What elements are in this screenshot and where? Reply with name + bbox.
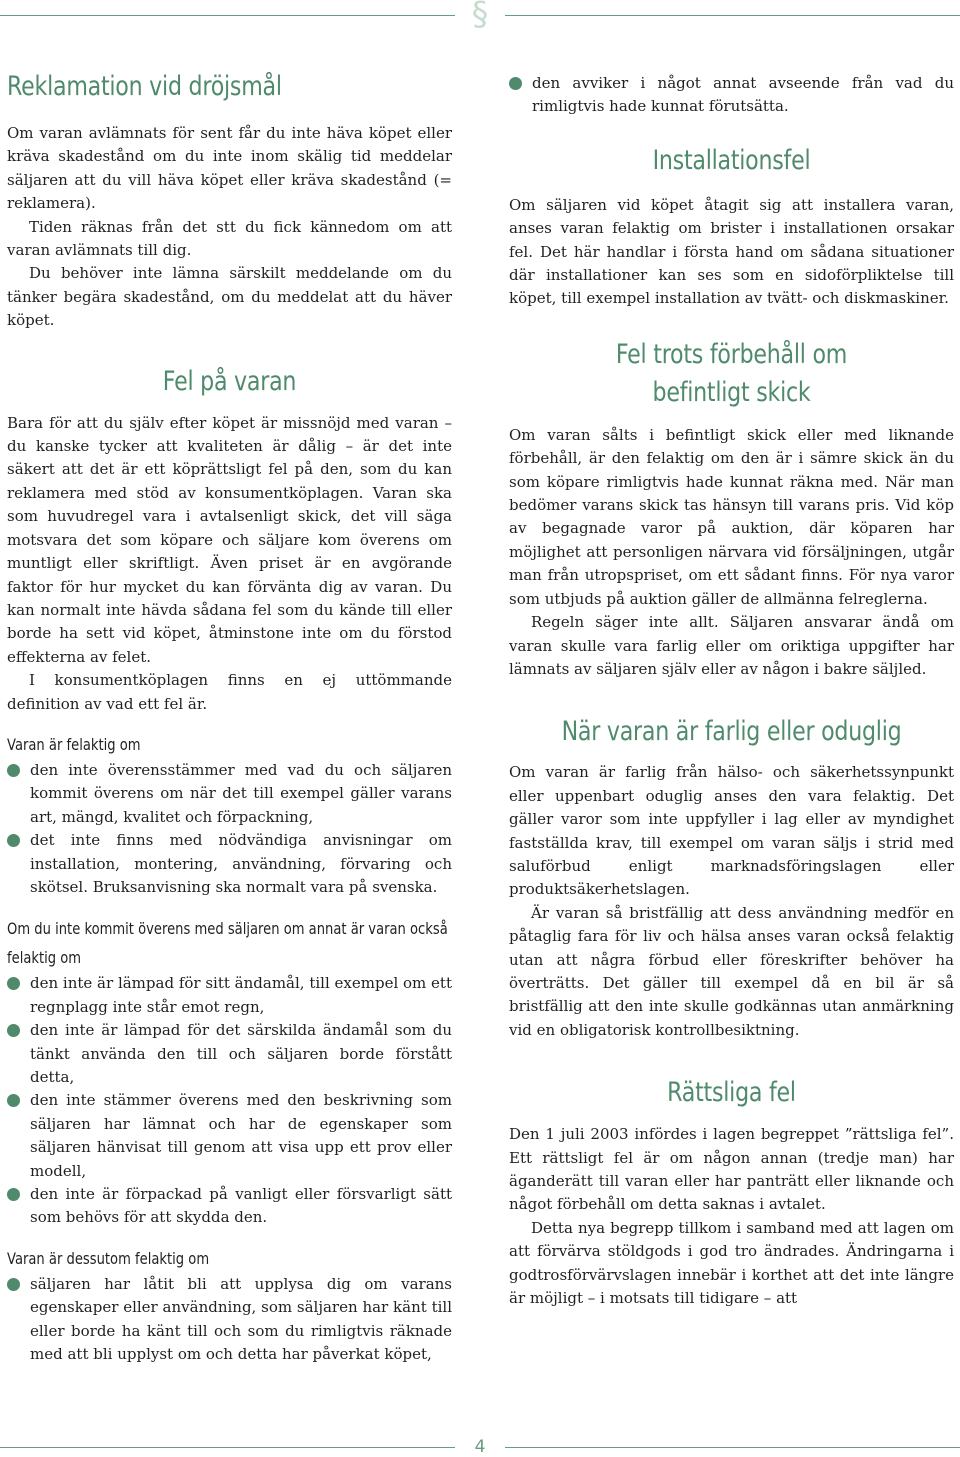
page-number: 4	[474, 1437, 486, 1457]
footer-rule-left	[0, 1447, 455, 1448]
paragraph-forbehall-2: Regeln säger inte allt. Säljaren ansvarar ändå om varan skulle vara farlig eller om oriktiga uppgifter har lämnats av säljaren själv eller av någon i bakre säljled.	[509, 613, 954, 678]
heading-farlig: När varan är farlig eller oduglig	[561, 716, 902, 748]
bullet-icon	[7, 764, 20, 777]
list-item: den inte är förpackad på vanligt eller försvarligt sätt som behövs för att skydda den.	[7, 1183, 452, 1230]
paragraph-reklamation-2: Tiden räknas från det stt du fick kännedom om att varan avlämnats till dig.	[7, 217, 452, 260]
bullet-icon	[7, 977, 20, 990]
list-item: den avviker i något annat avseende från vad du rimligtvis hade kunnat förutsätta.	[509, 72, 954, 119]
section-symbol: §	[471, 0, 489, 33]
footer-rule-right	[505, 1447, 960, 1448]
paragraph-reklamation-3: Du behöver inte lämna särskilt meddelande om du tänker begära skadestånd, om du meddelat att du häver köpet.	[7, 264, 452, 330]
list-annat	[7, 972, 452, 1229]
paragraph-fel-1: Bara för att du själv efter köpet är missnöjd med varan – du kanske tycker att kvaliteten är dålig – är det inte säkert att det är ett köprättsligt fel på den, som du kan reklamera med stöd av konsumentköplagen. Varan ska som huvudregel vara i avtalsenligt skick, det vill säga motsvara det som köpare och säljare kom överens om muntligt eller skriftligt. Även priset är en avgörande faktor för hur mycket du kan förvänta dig av varan. Du kan normalt inte hävda sådana fel som du kände till eller borde ha sett vid köpet, åtminstone inte om du förstod effekterna av felet.	[7, 413, 452, 666]
paragraph-rattsliga-2: Detta nya begrepp tillkom i samband med att lagen om att förvärva stöldgods i god tro ändrades. Ändringarna i godtrosförvärvslagen innebär i korthet att det inte längre är möjligt – i motsats till tidigare – att	[509, 1218, 954, 1308]
paragraph-farlig-1: Om varan är farlig från hälso- och säkerhetssynpunkt eller uppenbart oduglig anses den vara felaktig. Det gäller varor som inte uppfyller i lag eller av myndighet fastställda krav, till exempel om varan säljs i strid med saluförbud enligt marknadsföringslagen eller produktsäkerhetslagen.	[509, 763, 954, 899]
paragraph-installation-1: Om säljaren vid köpet åtagit sig att installera varan, anses varan felaktig om brister i installationen orsakar fel. Det här handlar i första hand om sådana situationer där installationer kan ses som en sidoförpliktelse till köpet, till exempel installation av tvätt- och diskmaskiner.	[509, 195, 954, 308]
bullet-icon	[509, 77, 522, 90]
heading-rattsliga-fel: Rättsliga fel	[667, 1077, 796, 1109]
subheading-annat: Om du inte kommit överens med säljaren om annat är varan också felaktig om	[7, 919, 448, 968]
heading-fel-pa-varan: Fel på varan	[162, 365, 297, 397]
bullet-icon	[7, 1094, 20, 1107]
list-continued	[509, 72, 954, 119]
paragraph-farlig-2: Är varan så bristfällig att dess användning medför en påtaglig fara för liv och hälsa anses varan också felaktig utan att några förbud eller föreskrifter behöver ha överträtts. Det gäller till exempel då en bil är så bristfällig att den inte skulle godkännas utan anmärkning vid en obligatorisk kontrollbesiktning.	[509, 903, 954, 1039]
list-dessutom	[7, 1273, 452, 1367]
list-felaktig	[7, 759, 452, 899]
subheading-dessutom: Varan är dessutom felaktig om	[7, 1248, 210, 1268]
heading-forbehall-line1: Fel trots förbehåll om	[615, 338, 848, 370]
right-column	[509, 0, 954, 1310]
list-item: säljaren har låtit bli att upplysa dig om varans egenskaper eller användning, som säljaren har känt till eller borde ha känt till och som du rimligtvis räknade med att bli upplyst om och detta har påverkat köpet,	[7, 1273, 452, 1367]
paragraph-forbehall-1: Om varan sålts i befintligt skick eller med liknande förbehåll, är den felaktig om den är i sämre skick än du som köpare rimligtvis hade kunnat räkna med. När man bedömer varans skick tas hänsyn till varans pris. Vid köp av begagnade varor på auktion, där köparen har möjlighet att personligen närvara vid försäljningen, utgår man från utropspriset, om ett sådant finns. För nya varor som utbjuds på auktion gäller de allmänna felreglerna.	[509, 425, 954, 608]
list-item: den inte är lämpad för det särskilda ändamål som du tänkt använda den till och säljaren borde förstått detta,	[7, 1019, 452, 1089]
left-column	[7, 0, 452, 1366]
subheading-felaktig: Varan är felaktig om	[7, 734, 141, 754]
heading-reklamation: Reklamation vid dröjsmål	[7, 71, 282, 102]
heading-installationsfel: Installationsfel	[652, 144, 811, 176]
paragraph-rattsliga-1: Den 1 juli 2003 infördes i lagen begreppet ”rättsliga fel”. Ett rättsligt fel är om någon annan (tredje man) har äganderätt till varan eller har panträtt eller liknande och något förbehåll om detta saknas i avtalet.	[509, 1125, 954, 1214]
bullet-icon	[7, 834, 20, 847]
list-item: den inte överensstämmer med vad du och säljaren kommit överens om när det till exempel gäller varans art, mängd, kvalitet och förpackning,	[7, 759, 452, 829]
heading-forbehall-line2: befintligt skick	[652, 376, 811, 408]
list-item: den inte är lämpad för sitt ändamål, till exempel om ett regnplagg inte står emot regn,	[7, 972, 452, 1019]
bullet-icon	[7, 1024, 20, 1037]
bullet-icon	[7, 1188, 20, 1201]
list-item: det inte finns med nödvändiga anvisningar om installation, montering, användning, förvaring och skötsel. Bruksanvisning ska normalt vara på svenska.	[7, 829, 452, 899]
paragraph-reklamation-1: Om varan avlämnats för sent får du inte häva köpet eller kräva skadestånd om du inte inom skälig tid meddelar säljaren att du vill häva köpet eller kräva skadestånd (= reklamera).	[7, 124, 452, 213]
list-item: den inte stämmer överens med den beskrivning som säljaren har lämnat och har de egenskaper som säljaren hänvisat till genom att visa upp ett prov eller modell,	[7, 1089, 452, 1183]
bullet-icon	[7, 1278, 20, 1291]
paragraph-fel-2: I konsumentköplagen finns en ej uttömmande definition av vad ett fel är.	[7, 671, 452, 713]
